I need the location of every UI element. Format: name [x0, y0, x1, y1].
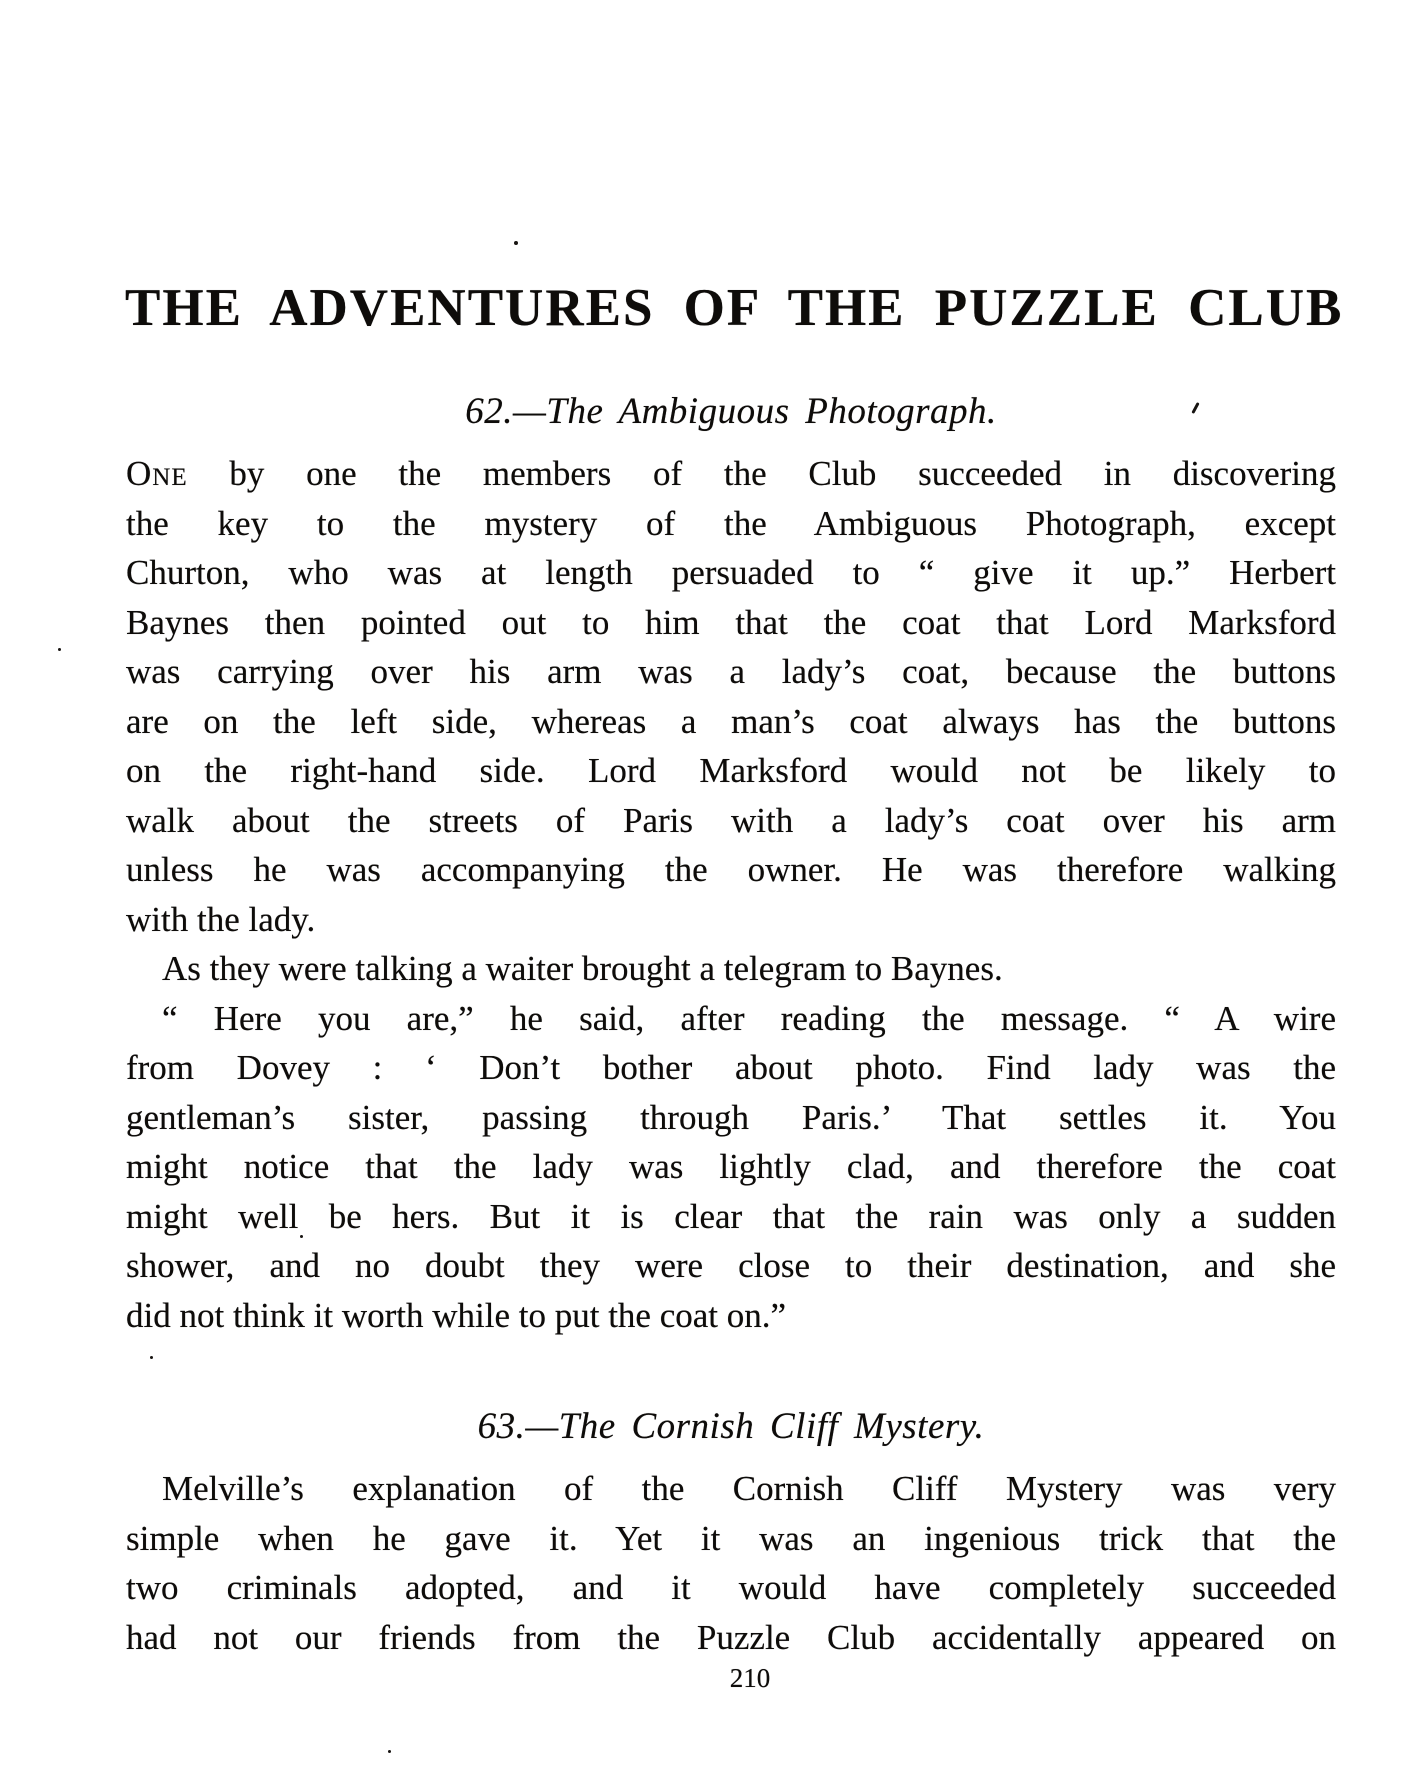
section-62-body	[126, 449, 1336, 1340]
line-text: by one the members of the Club succeeded in discovering	[229, 454, 1336, 493]
text-line: had not our friends from the Puzzle Club accidentally appeared on	[126, 1617, 1336, 1657]
text-line: are on the left side, whereas a man’s coat always has the buttons	[126, 701, 1336, 741]
scan-speck	[58, 648, 61, 651]
text-line: on the right-hand side. Lord Marksford would not be likely to	[126, 751, 1336, 790]
text-line: gentleman’s sister, passing through Paris.’ That settles it. You	[126, 1097, 1336, 1137]
text-line: two criminals adopted, and it would have completely succeeded	[126, 1568, 1336, 1607]
text-line: Churton, who was at length persuaded to “ give it up.” Herbert	[126, 553, 1336, 592]
page-title: THE ADVENTURES OF THE PUZZLE CLUB	[125, 279, 1344, 337]
text-line: was carrying over his arm was a lady’s coat, because the buttons	[126, 652, 1336, 691]
text-line: Melville’s explanation of the Cornish Cliff Mystery was very	[162, 1469, 1336, 1508]
text-line: shower, and no doubt they were close to their destination, and she	[126, 1246, 1336, 1285]
text-line	[126, 449, 1336, 499]
text-line: might well be hers. But it is clear that the rain was only a sudden	[126, 1196, 1336, 1236]
text-line: As they were talking a waiter brought a telegram to Baynes.	[162, 949, 1003, 988]
section-63-body	[126, 1464, 1336, 1662]
scan-speck	[514, 241, 518, 245]
text-line: Baynes then pointed out to him that the coat that Lord Marksford	[126, 602, 1336, 642]
text-line: with the lady.	[126, 899, 316, 939]
text-line: might notice that the lady was lightly clad, and therefore the coat	[126, 1147, 1336, 1186]
scan-speck	[300, 1235, 303, 1238]
text-line: walk about the streets of Paris with a lady’s coat over his arm	[126, 800, 1336, 840]
text-line: “ Here you are,” he said, after reading the message. “ A wire	[162, 998, 1336, 1038]
section-63-heading: 63.—The Cornish Cliff Mystery.	[477, 1406, 985, 1447]
text-line: unless he was accompanying the owner. He was therefore walking	[126, 850, 1336, 889]
text-line: the key to the mystery of the Ambiguous Photograph, except	[126, 503, 1336, 543]
text-line: from Dovey : ‘ Don’t bother about photo. Find lady was the	[126, 1048, 1336, 1087]
scan-speck	[150, 1356, 153, 1359]
section-62-heading: 62.—The Ambiguous Photograph.	[465, 391, 997, 432]
scan-speck	[388, 1750, 391, 1753]
text-line: did not think it worth while to put the coat on.”	[126, 1295, 787, 1335]
text-line: simple when he gave it. Yet it was an ingenious trick that the	[126, 1518, 1336, 1558]
page-number: 210	[729, 1663, 771, 1693]
lead-word: One	[126, 454, 188, 493]
